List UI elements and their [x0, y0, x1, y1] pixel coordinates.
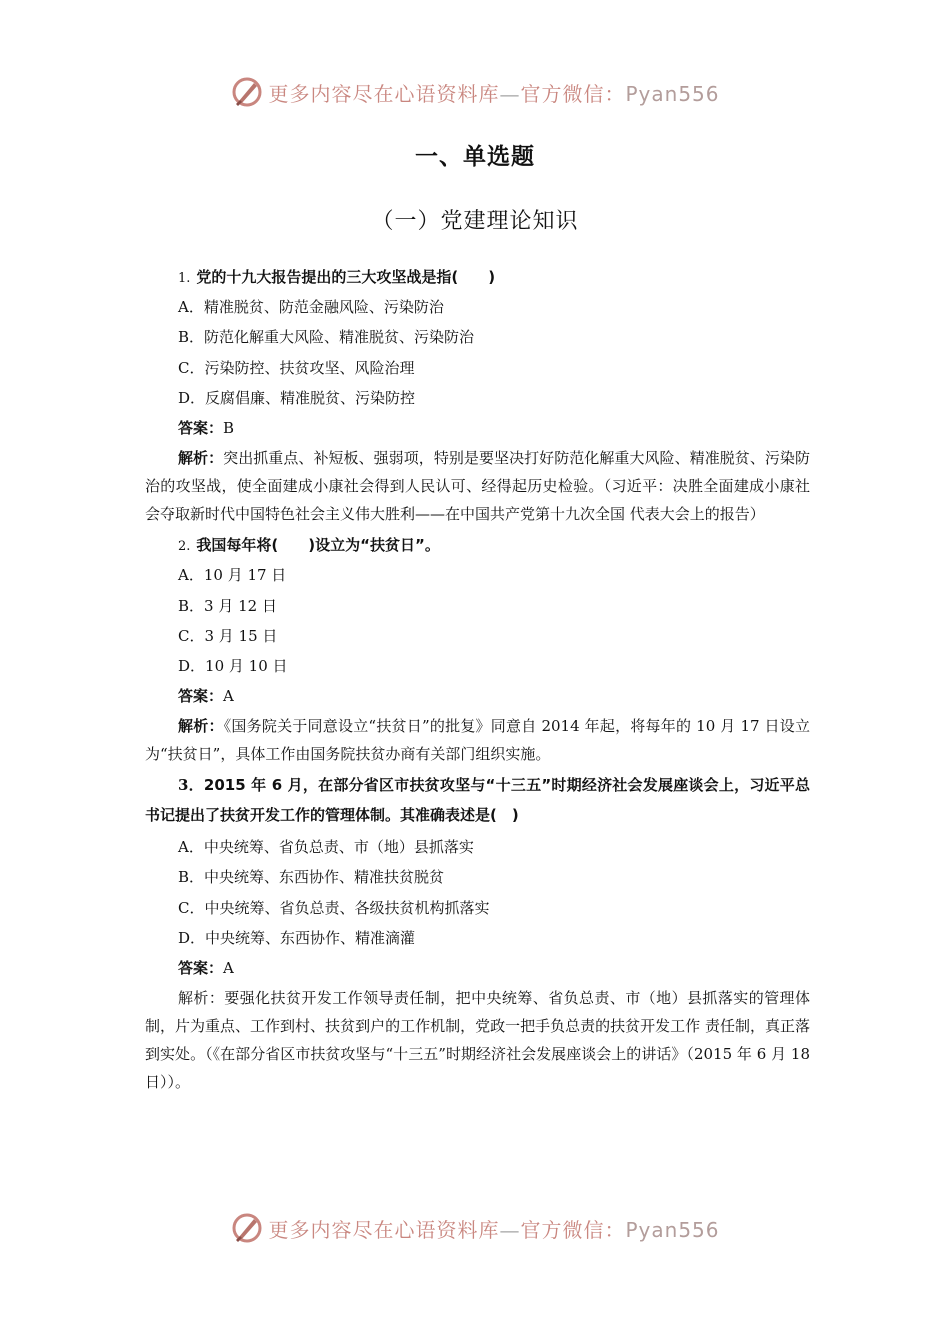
option-c: C．3 月 15 日: [178, 626, 278, 645]
question-3: [145, 770, 810, 1096]
watermark-wechat-id: Pyan556: [625, 1217, 720, 1242]
option-b: B．3 月 12 日: [178, 596, 277, 615]
option-d: D．10 月 10 日: [178, 656, 288, 675]
answer-line: [145, 413, 810, 443]
question-1: [145, 262, 810, 528]
answer-value: A: [223, 687, 234, 706]
watermark-wechat-id: Pyan556: [625, 81, 720, 106]
option-c: C．中央统筹、省负总责、各级扶贫机构抓落实: [178, 898, 490, 917]
watermark-contact: 官方微信：: [520, 81, 626, 106]
analysis-label: 解析：: [178, 717, 224, 736]
section-heading: 一、单选题: [415, 144, 535, 170]
question-list: [145, 262, 810, 1098]
answer-value: A: [223, 959, 234, 977]
watermark-separator: —: [499, 81, 521, 106]
answer-label: 答案：: [178, 687, 224, 706]
watermark-separator: —: [499, 1217, 521, 1242]
watermark-contact: 官方微信：: [520, 1217, 626, 1242]
brush-logo-icon: [230, 1211, 264, 1245]
answer-value: B: [223, 418, 235, 437]
analysis-label: 解析：: [178, 989, 225, 1008]
option-c: C．污染防控、扶贫攻坚、风险治理: [178, 358, 415, 377]
watermark-header: [0, 72, 950, 112]
option-b: B．中央统筹、东西协作、精准扶贫脱贫: [178, 868, 445, 887]
section-subheading: （一）党建理论知识: [371, 209, 579, 234]
watermark-text-line: [268, 78, 719, 107]
watermark-text: 更多内容尽在心语资料库: [268, 81, 500, 106]
analysis-text: 《国务院关于同意设立“扶贫日”的批复》同意自 2014 年起，将每年的 10 月 17 日设立为“扶贫日”，具体工作由国务院扶贫办商有关部门组织实施。: [145, 717, 810, 764]
brush-logo-icon: [230, 75, 264, 109]
option-d: D．反腐倡廉、精准脱贫、污染防控: [178, 388, 416, 407]
option-d: D．中央统筹、东西协作、精准滴灌: [178, 928, 416, 947]
option-a: A．精准脱贫、防范金融风险、污染防治: [178, 298, 444, 317]
question-text: 党的十九大报告提出的三大攻坚战是指( ): [196, 268, 496, 286]
watermark-text-line: [268, 1214, 719, 1243]
answer-line: [145, 953, 810, 983]
answer-line: [145, 681, 810, 711]
analysis-text: 突出抓重点、补短板、强弱项，特别是要坚决打好防范化解重大风险、精准脱贫、污染防治的攻坚战，使全面建成小康社会得到人民认可、经得起历史检验。（习近平：决胜全面建成小康社会夺取新时代中国特色社会主义伟大胜利——在中国共产党第十九次全国 代表大会上的报告）: [145, 449, 810, 524]
analysis-paragraph: [145, 984, 810, 1096]
watermark-text: 更多内容尽在心语资料库: [268, 1217, 500, 1242]
analysis-paragraph: [145, 444, 810, 528]
question-number: 2.: [178, 539, 191, 555]
question-number: 1.: [178, 271, 191, 286]
question-number: 3．: [178, 776, 204, 795]
question-2: [145, 530, 810, 768]
question-text: 我国每年将( )设立为“扶贫日”。: [196, 536, 440, 555]
analysis-paragraph: [145, 712, 810, 768]
question-stem: [145, 530, 810, 560]
analysis-label: 解析：: [178, 449, 224, 468]
option-a: A．中央统筹、省负总责、市（地）县抓落实: [178, 838, 474, 857]
answer-label: 答案：: [178, 418, 224, 437]
question-text: 2015 年 6 月，在部分省区市扶贫攻坚与“十三五”时期经济社会发展座谈会上，习近平总书记提出了扶贫开发工作的管理体制。其准确表述是( ): [145, 776, 810, 825]
answer-label: 答案：: [178, 959, 224, 977]
watermark-footer: [0, 1208, 950, 1248]
option-b: B．防范化解重大风险、精准脱贫、污染防治: [178, 328, 475, 347]
question-stem: [145, 262, 810, 292]
option-a: A．10 月 17 日: [178, 566, 287, 585]
question-stem: [145, 770, 810, 830]
analysis-text: 要强化扶贫开发工作领导责任制，把中央统筹、省负总责、市（地）县抓落实的管理体制，片为重点、工作到村、扶贫到户的工作机制，党政一把手负总责的扶贫开发工作 责任制，真正落到实处。（《在部分省区市扶贫攻坚与“十三五”时期经济社会发展座谈会上的讲话》（2015 年 6 月 18 日））。: [145, 989, 810, 1092]
